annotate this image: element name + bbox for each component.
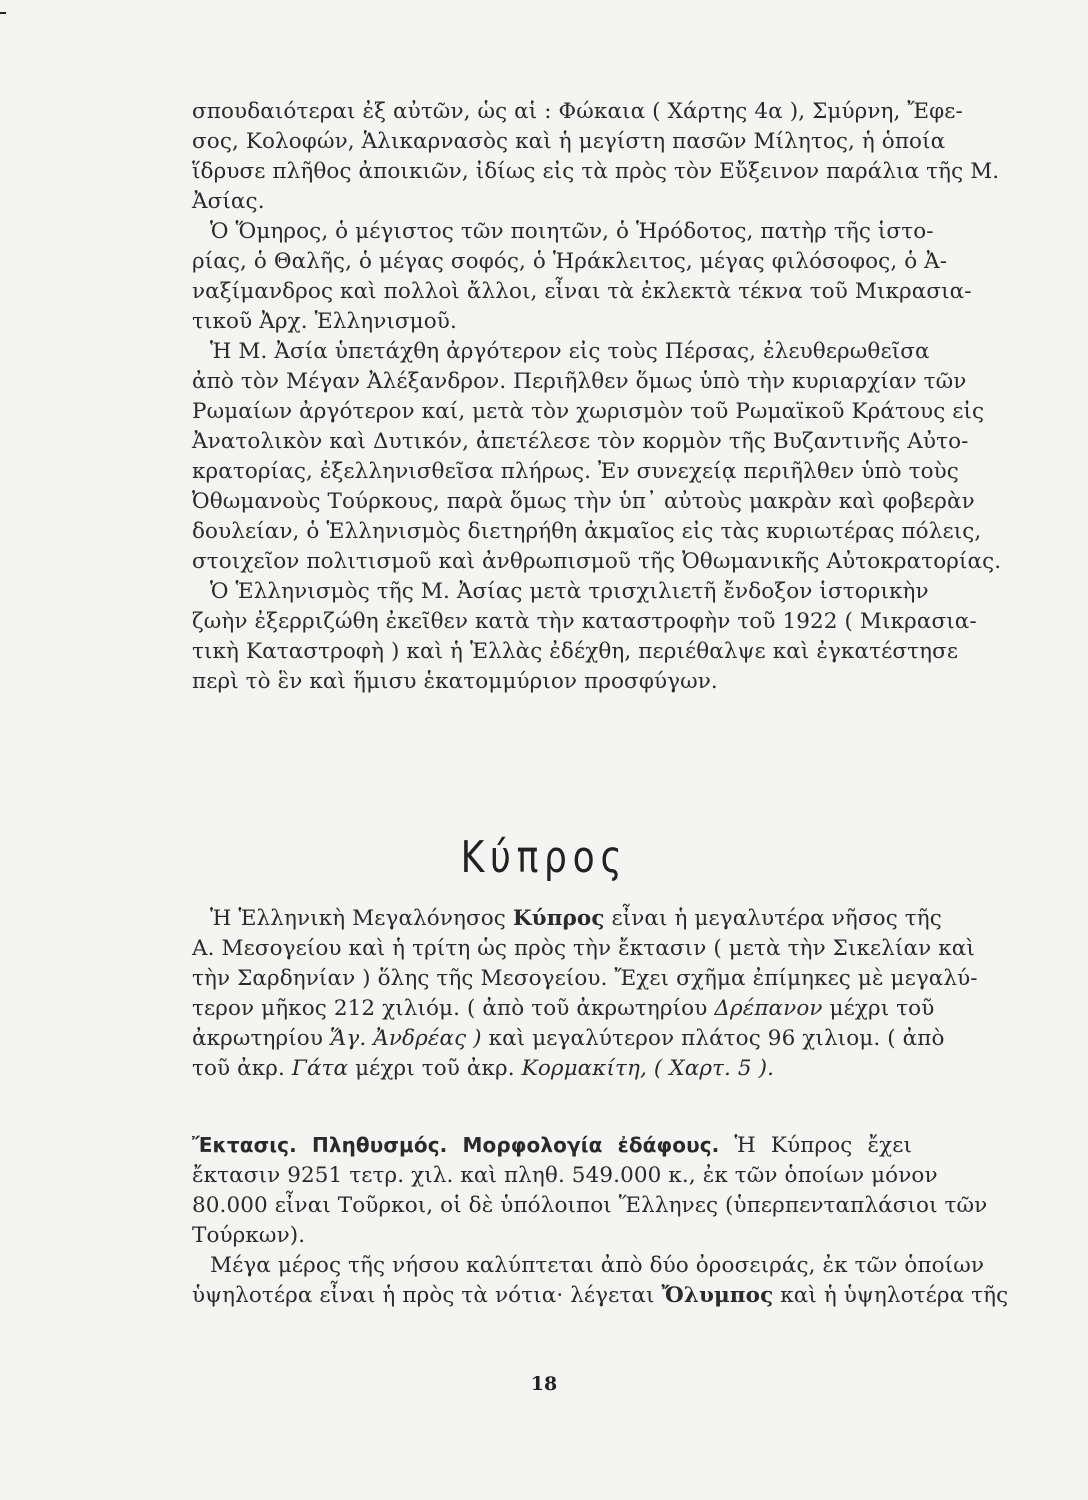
text-run: Ἡ Ἑλληνικὴ Μεγαλόνησος xyxy=(210,906,513,931)
text-run: ἀκρωτηρίου xyxy=(192,1026,330,1051)
text-line: Ὁ Ἑλληνισμὸς τῆς Μ. Ἀσίας μετὰ τρισχιλιετῆ ἔνδοξον ἱστορικὴν xyxy=(210,579,929,604)
text-line: σος, Κολοφών, Ἁλικαρνασὸς καὶ ἡ μεγίστη πασῶν Μίλητος, ἡ ὁποία xyxy=(192,129,946,154)
scan-edge-mark xyxy=(0,12,6,14)
text-line: Α. Μεσογείου καὶ ἡ τρίτη ὡς πρὸς τὴν ἔκτασιν ( μετὰ τὴν Σικελίαν καὶ xyxy=(192,936,975,961)
text-run: τοῦ ἀκρ. xyxy=(192,1056,292,1081)
text-line: Ὀθωμανοὺς Τούρκους, παρὰ ὅμως τὴν ὑπ᾿ αὐτοὺς μακρὰν καὶ φοβερὰν xyxy=(192,489,975,514)
text-line xyxy=(192,1130,912,1161)
text-line: Ἀσίας. xyxy=(192,189,265,214)
text-line: ναξίμανδρος καὶ πολλοὶ ἄλλοι, εἶναι τὰ ἐκλεκτὰ τέκνα τοῦ Μικρασια- xyxy=(192,279,972,304)
text-line: σπουδαιότεραι ἐξ αὐτῶν, ὡς αἱ : Φώκαια ( Χάρτης 4α ), Σμύρνη, Ἔφε- xyxy=(192,99,963,124)
text-line: περὶ τὸ ἓν καὶ ἥμισυ ἑκατομμύριον προσφύγων. xyxy=(192,669,718,694)
text-line: τικοῦ Ἀρχ. Ἑλληνισμοῦ. xyxy=(192,309,457,334)
page-number: 18 xyxy=(530,1373,558,1395)
text-line: τικὴ Καταστροφὴ ) καὶ ἡ Ἑλλὰς ἐδέχθη, περιέθαλψε καὶ ἐγκατέστησε xyxy=(192,639,959,664)
text-line: ρίας, ὁ Θαλῆς, ὁ μέγας σοφός, ὁ Ἡράκλειτος, μέγας φιλόσοφος, ὁ Ἀ- xyxy=(192,249,948,274)
italic-place: Δρέπανον xyxy=(714,996,823,1021)
section-heading-cyprus: Κύπρος xyxy=(460,832,628,883)
text-line: Τούρκων). xyxy=(192,1223,306,1248)
paragraph-area-population xyxy=(192,1130,1009,1311)
text-line: Ὁ Ὅμηρος, ὁ μέγιστος τῶν ποιητῶν, ὁ Ἡρόδοτος, πατὴρ τῆς ἱστο- xyxy=(210,219,934,244)
text-line: ἵδρυσε πλῆθος ἀποικιῶν, ἰδίως εἰς τὰ πρὸς τὸν Εὔξεινον παράλια τῆς Μ. xyxy=(192,159,1000,184)
text-line xyxy=(192,1024,945,1054)
text-line: τὴν Σαρδηνίαν ) ὅλης τῆς Μεσογείου. Ἔχει σχῆμα ἐπίμηκες μὲ μεγαλύ- xyxy=(192,966,978,991)
text-line xyxy=(192,994,935,1024)
text-line: στοιχεῖον πολιτισμοῦ καὶ ἀνθρωπισμοῦ τῆς Ὀθωμανικῆς Αὐτοκρατορίας. xyxy=(192,549,1002,574)
italic-place: Κορμακίτη, ( Χαρτ. 5 ). xyxy=(521,1056,775,1081)
text-line: ἔκτασιν 9251 τετρ. χιλ. καὶ πληθ. 549.000 κ., ἐκ τῶν ὁποίων μόνον xyxy=(192,1163,938,1188)
text-line xyxy=(192,904,942,934)
text-line: 80.000 εἶναι Τοῦρκοι, οἱ δὲ ὑπόλοιποι Ἕλληνες (ὑπερπενταπλάσιοι τῶν xyxy=(192,1193,988,1218)
bold-subheading: Ἔκτασις. Πληθυσμός. Μορφολογία ἐδάφους. xyxy=(192,1133,720,1157)
bold-term-olympus: Ὄλυμπος xyxy=(661,1283,774,1308)
text-line: Ἀνατολικὸν καὶ Δυτικόν, ἀπετέλεσε τὸν κορμὸν τῆς Βυζαντινῆς Αὐτο- xyxy=(192,429,969,454)
text-run: τερον μῆκος 212 χιλιόμ. ( ἀπὸ τοῦ ἀκρωτηρίου xyxy=(192,996,715,1021)
text-line: κρατορίας, ἐξελληνισθεῖσα πλήρως. Ἐν συνεχείᾳ περιῆλθεν ὑπὸ τοὺς xyxy=(192,459,959,484)
italic-place: Γάτα xyxy=(291,1056,349,1081)
text-run: Ἡ Κύπρος ἔχει xyxy=(719,1133,912,1158)
paragraph-cyprus-intro xyxy=(192,904,978,1084)
paragraph-asia-minor xyxy=(192,97,1002,697)
text-run: εἶναι ἡ μεγαλυτέρα νῆσος τῆς xyxy=(604,906,942,931)
bold-term-cyprus: Κύπρος xyxy=(512,906,605,931)
text-line: ἀπὸ τὸν Μέγαν Ἀλέξανδρον. Περιῆλθεν ὅμως ὑπὸ τὴν κυριαρχίαν τῶν xyxy=(192,369,967,394)
italic-place: Ἅγ. Ἀνδρέας ) xyxy=(329,1026,482,1051)
text-line: ζωὴν ἐξερριζώθη ἐκεῖθεν κατὰ τὴν καταστροφὴν τοῦ 1922 ( Μικρασια- xyxy=(192,609,977,634)
text-run: μέχρι τοῦ ἀκρ. xyxy=(348,1056,522,1081)
text-run: ὑψηλοτέρα εἶναι ἡ πρὸς τὰ νότια· λέγεται xyxy=(192,1283,662,1308)
text-line: Μέγα μέρος τῆς νήσου καλύπτεται ἀπὸ δύο ὀροσειράς, ἐκ τῶν ὁποίων xyxy=(210,1253,984,1278)
text-run: καὶ μεγαλύτερον πλάτος 96 χιλιομ. ( ἀπὸ xyxy=(481,1026,945,1051)
text-line: Ἡ Μ. Ἀσία ὑπετάχθη ἀργότερον εἰς τοὺς Πέρσας, ἐλευθερωθεῖσα xyxy=(210,339,930,364)
text-line xyxy=(192,1281,1009,1311)
text-run: καὶ ἡ ὑψηλοτέρα τῆς xyxy=(773,1283,1009,1308)
text-line: δουλείαν, ὁ Ἑλληνισμὸς διετηρήθη ἀκμαῖος εἰς τὰς κυριωτέρας πόλεις, xyxy=(192,519,982,544)
text-run: μέχρι τοῦ xyxy=(822,996,935,1021)
text-line xyxy=(192,1054,912,1084)
text-line: Ρωμαίων ἀργότερον καί, μετὰ τὸν χωρισμὸν τοῦ Ρωμαϊκοῦ Κράτους εἰς xyxy=(192,399,985,424)
